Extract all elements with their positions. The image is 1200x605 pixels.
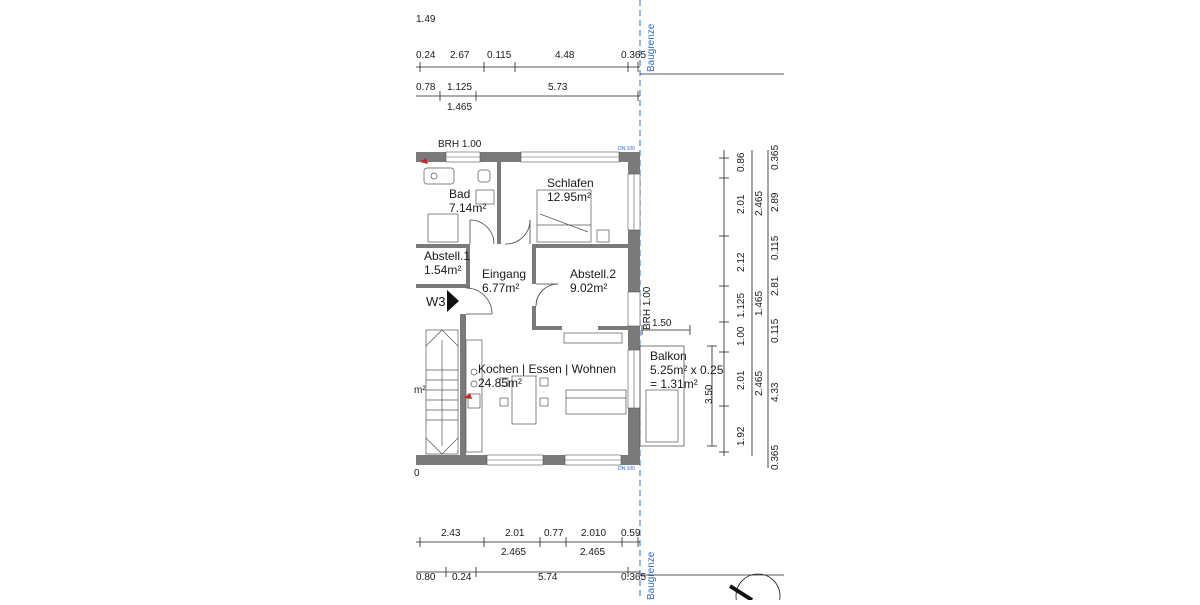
- room-abstell2-name: Abstell.2: [570, 267, 617, 281]
- dim-row-bottom-2: [416, 567, 784, 583]
- dim-bottom-1b-0: 2.465: [501, 547, 527, 558]
- room-kochen-name: Kochen | Essen | Wohnen: [478, 362, 617, 376]
- dim-col-right-3: [768, 145, 781, 470]
- room-bad-name: Bad: [449, 187, 471, 201]
- kitchen-furniture: [466, 333, 626, 452]
- dim-right-1-2: 2.12: [736, 252, 747, 272]
- room-abstell2-area: 9.02m²: [570, 281, 608, 295]
- dim-bottom-1-0: 2.43: [441, 528, 461, 539]
- dim-right-3-4: 0.115: [770, 318, 781, 343]
- dim-right-1-5: 2.01: [736, 370, 747, 390]
- room-schlafen-name: Schlafen: [547, 176, 594, 190]
- dim-bottom-1b-1: 2.465: [580, 547, 606, 558]
- baugrenze-label-top: Baugrenze: [646, 23, 657, 72]
- dim-top-1-3: 4.48: [555, 50, 575, 61]
- room-schlafen-area: 12.95m²: [547, 190, 592, 204]
- dim-top-1-1: 2.67: [450, 50, 470, 61]
- entrance-arrow-icon: [447, 290, 459, 312]
- room-balkon-extra: = 1.31m²: [650, 377, 698, 391]
- dim-right-3-0: 0.365: [770, 144, 781, 170]
- w3-label: W3: [426, 294, 446, 309]
- dim-top-2-1: 1.125: [447, 82, 473, 93]
- dim-bottom-2-2: 5.74: [538, 572, 558, 583]
- dim-right-3-3: 2.81: [770, 276, 781, 296]
- north-arrow-icon: [730, 574, 780, 600]
- left-cut-label-1: m²: [414, 385, 426, 396]
- dim-right-3-5: 4.33: [770, 382, 781, 402]
- dim-right-3-1: 2.89: [770, 192, 781, 212]
- dim-right-2-0: 2.465: [754, 190, 765, 216]
- brh-top-label: BRH 1.00: [438, 139, 482, 150]
- dim-right-2-2: 2.465: [754, 370, 765, 396]
- dim-bottom-1-1: 2.01: [505, 528, 525, 539]
- dim-row-top-1: [416, 50, 784, 74]
- dim-right-3-2: 0.115: [770, 235, 781, 260]
- top-partial-dim: 1.49: [416, 14, 436, 25]
- room-eingang-name: Eingang: [482, 267, 527, 281]
- stairs: [426, 330, 458, 454]
- windows: [446, 152, 640, 465]
- dim-bottom-1-3: 2.010: [581, 528, 607, 539]
- left-cut-label-2: 0: [414, 468, 420, 479]
- dim-row-bottom-1: [416, 528, 641, 558]
- dim-right-1-4: 1.00: [736, 326, 747, 346]
- dim-top-2-2: 5.73: [548, 82, 568, 93]
- room-balkon-area: 5.25m² x 0.25: [650, 363, 724, 377]
- dim-top-2-0: 0.78: [416, 82, 436, 93]
- dim-right-1-0: 0.86: [736, 152, 747, 172]
- dim-bottom-1-4: 0.59: [621, 528, 641, 539]
- dim-right-3-6: 0.365: [770, 444, 781, 470]
- dim-top-1-2: 0.115: [487, 50, 512, 61]
- room-eingang-area: 6.77m²: [482, 281, 520, 295]
- room-abstell1-area: 1.54m²: [424, 263, 462, 277]
- dim-right-1-3: 1.125: [736, 292, 747, 318]
- dim-bottom-1-2: 0.77: [544, 528, 564, 539]
- room-bad-area: 7.14m²: [449, 201, 487, 215]
- dim-right-2-1: 1.465: [754, 290, 765, 316]
- dn-top-label: DN 100: [618, 146, 635, 152]
- dim-col-right-1: [719, 150, 747, 456]
- brh-right-label: BRH 1.00: [642, 286, 653, 330]
- balcony-height-dim: 3.50: [704, 384, 715, 404]
- balcony-width-dim: 1.50: [652, 318, 672, 329]
- room-kochen-area: 24.85m²: [478, 376, 523, 390]
- dim-bottom-2-1: 0.24: [452, 572, 472, 583]
- room-abstell1-name: Abstell.1: [424, 249, 471, 263]
- baugrenze-label-bottom: Baugrenze: [646, 551, 657, 600]
- dim-right-1-6: 1.92: [736, 426, 747, 446]
- dim-row-top-2: [416, 82, 640, 113]
- dn-bottom-label: DN 100: [618, 466, 635, 472]
- dim-right-1-1: 2.01: [736, 194, 747, 214]
- dim-top-2b: 1.465: [447, 102, 473, 113]
- dim-top-1-0: 0.24: [416, 50, 436, 61]
- dim-bottom-2-0: 0.80: [416, 572, 436, 583]
- dim-col-right-2: [752, 150, 765, 456]
- dim-top-1-4: 0.365: [621, 50, 647, 61]
- dim-bottom-2-3: 0.365: [621, 572, 647, 583]
- room-balkon-name: Balkon: [650, 349, 687, 363]
